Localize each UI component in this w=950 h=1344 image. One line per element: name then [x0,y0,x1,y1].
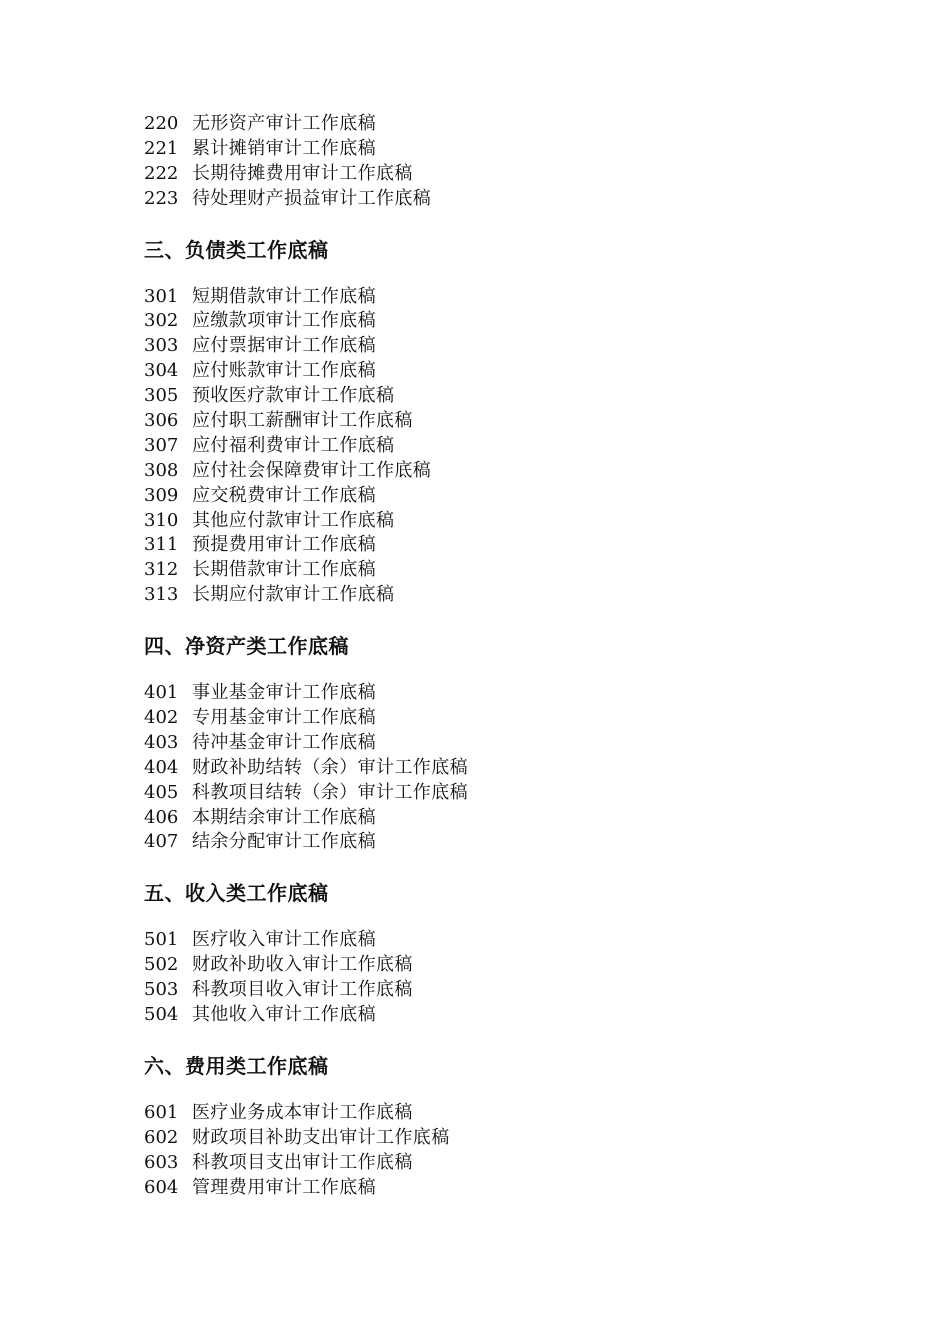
intro-list [144,112,844,212]
item-name: 应付账款审计工作底稿 [192,360,376,382]
item-name: 待冲基金审计工作底稿 [192,731,376,753]
document-page [144,112,844,1201]
list-item [144,953,844,978]
item-name: 医疗收入审计工作底稿 [192,929,376,951]
item-code: 604 [144,1176,179,1198]
list-item [144,434,844,459]
list-item [144,384,844,409]
item-name: 其他应付款审计工作底稿 [192,509,395,531]
list-item [144,1101,844,1126]
section [144,633,844,855]
item-name: 医疗业务成本审计工作底稿 [192,1101,413,1123]
list-item [144,509,844,534]
item-name: 无形资产审计工作底稿 [192,113,376,134]
item-name: 长期借款审计工作底稿 [192,559,376,581]
item-code: 312 [144,559,179,581]
list-item [144,781,844,806]
item-code: 405 [144,781,179,803]
item-code: 309 [144,484,179,506]
item-name: 财政项目补助支出审计工作底稿 [192,1126,450,1148]
item-code: 402 [144,707,179,729]
list-item [144,706,844,731]
list-item [144,583,844,608]
item-name: 待处理财产损益审计工作底稿 [192,187,432,209]
item-name: 科教项目收入审计工作底稿 [192,979,413,1001]
item-code: 302 [144,310,179,332]
item-name: 管理费用审计工作底稿 [192,1176,376,1198]
item-code: 307 [144,434,179,456]
list-item [144,409,844,434]
item-name: 结余分配审计工作底稿 [192,831,376,853]
list-item [144,137,844,162]
list-item [144,309,844,334]
list-item [144,1126,844,1151]
item-code: 501 [144,929,179,951]
list-item [144,359,844,384]
item-name: 应付社会保障费审计工作底稿 [192,459,432,481]
item-name: 短期借款审计工作底稿 [192,285,376,307]
item-code: 310 [144,509,179,531]
item-name: 事业基金审计工作底稿 [192,682,376,704]
section [144,880,844,1028]
list-item [144,756,844,781]
item-code: 304 [144,360,179,382]
item-code: 305 [144,385,179,407]
sections-container [144,237,844,1201]
item-name: 长期应付款审计工作底稿 [192,584,395,606]
item-name: 预收医疗款审计工作底稿 [192,385,395,407]
list-item [144,1003,844,1028]
list-item [144,830,844,855]
item-name: 预提费用审计工作底稿 [192,534,376,556]
list-item [144,187,844,212]
item-code: 220 [144,113,179,134]
list-item [144,334,844,359]
item-name: 累计摊销审计工作底稿 [192,137,376,159]
item-code: 601 [144,1101,179,1123]
list-item [144,459,844,484]
item-code: 404 [144,756,179,778]
list-item [144,928,844,953]
item-code: 313 [144,584,179,606]
list-item [144,1151,844,1176]
item-code: 406 [144,806,179,828]
item-code: 504 [144,1004,179,1026]
item-code: 603 [144,1151,179,1173]
section [144,1053,844,1201]
section [144,237,844,609]
list-item [144,112,844,137]
item-code: 407 [144,831,179,853]
section-heading: 三、负债类工作底稿 [144,237,329,262]
list-item [144,806,844,831]
item-name: 科教项目结转（余）审计工作底稿 [192,781,468,803]
item-code: 308 [144,459,179,481]
item-name: 其他收入审计工作底稿 [192,1004,376,1026]
list-item [144,731,844,756]
item-name: 财政补助收入审计工作底稿 [192,954,413,976]
item-name: 财政补助结转（余）审计工作底稿 [192,756,468,778]
list-item [144,978,844,1003]
item-name: 专用基金审计工作底稿 [192,707,376,729]
list-item [144,484,844,509]
list-item [144,533,844,558]
item-name: 应付票据审计工作底稿 [192,335,376,357]
item-code: 502 [144,954,179,976]
item-code: 602 [144,1126,179,1148]
section-heading: 六、费用类工作底稿 [144,1053,329,1078]
item-code: 303 [144,335,179,357]
item-code: 221 [144,137,179,159]
item-name: 本期结余审计工作底稿 [192,806,376,828]
item-code: 301 [144,285,179,307]
item-name: 科教项目支出审计工作底稿 [192,1151,413,1173]
list-item [144,558,844,583]
list-item [144,285,844,310]
item-name: 应交税费审计工作底稿 [192,484,376,506]
section-heading: 五、收入类工作底稿 [144,881,329,906]
item-code: 223 [144,187,179,209]
item-code: 222 [144,162,179,184]
item-code: 503 [144,979,179,1001]
item-code: 401 [144,682,179,704]
item-name: 应缴款项审计工作底稿 [192,310,376,332]
list-item [144,681,844,706]
item-name: 长期待摊费用审计工作底稿 [192,162,413,184]
item-code: 311 [144,534,179,556]
item-name: 应付职工薪酬审计工作底稿 [192,410,413,432]
section-heading: 四、净资产类工作底稿 [144,634,349,659]
list-item [144,162,844,187]
item-name: 应付福利费审计工作底稿 [192,434,395,456]
item-code: 306 [144,410,179,432]
list-item [144,1176,844,1201]
item-code: 403 [144,731,179,753]
